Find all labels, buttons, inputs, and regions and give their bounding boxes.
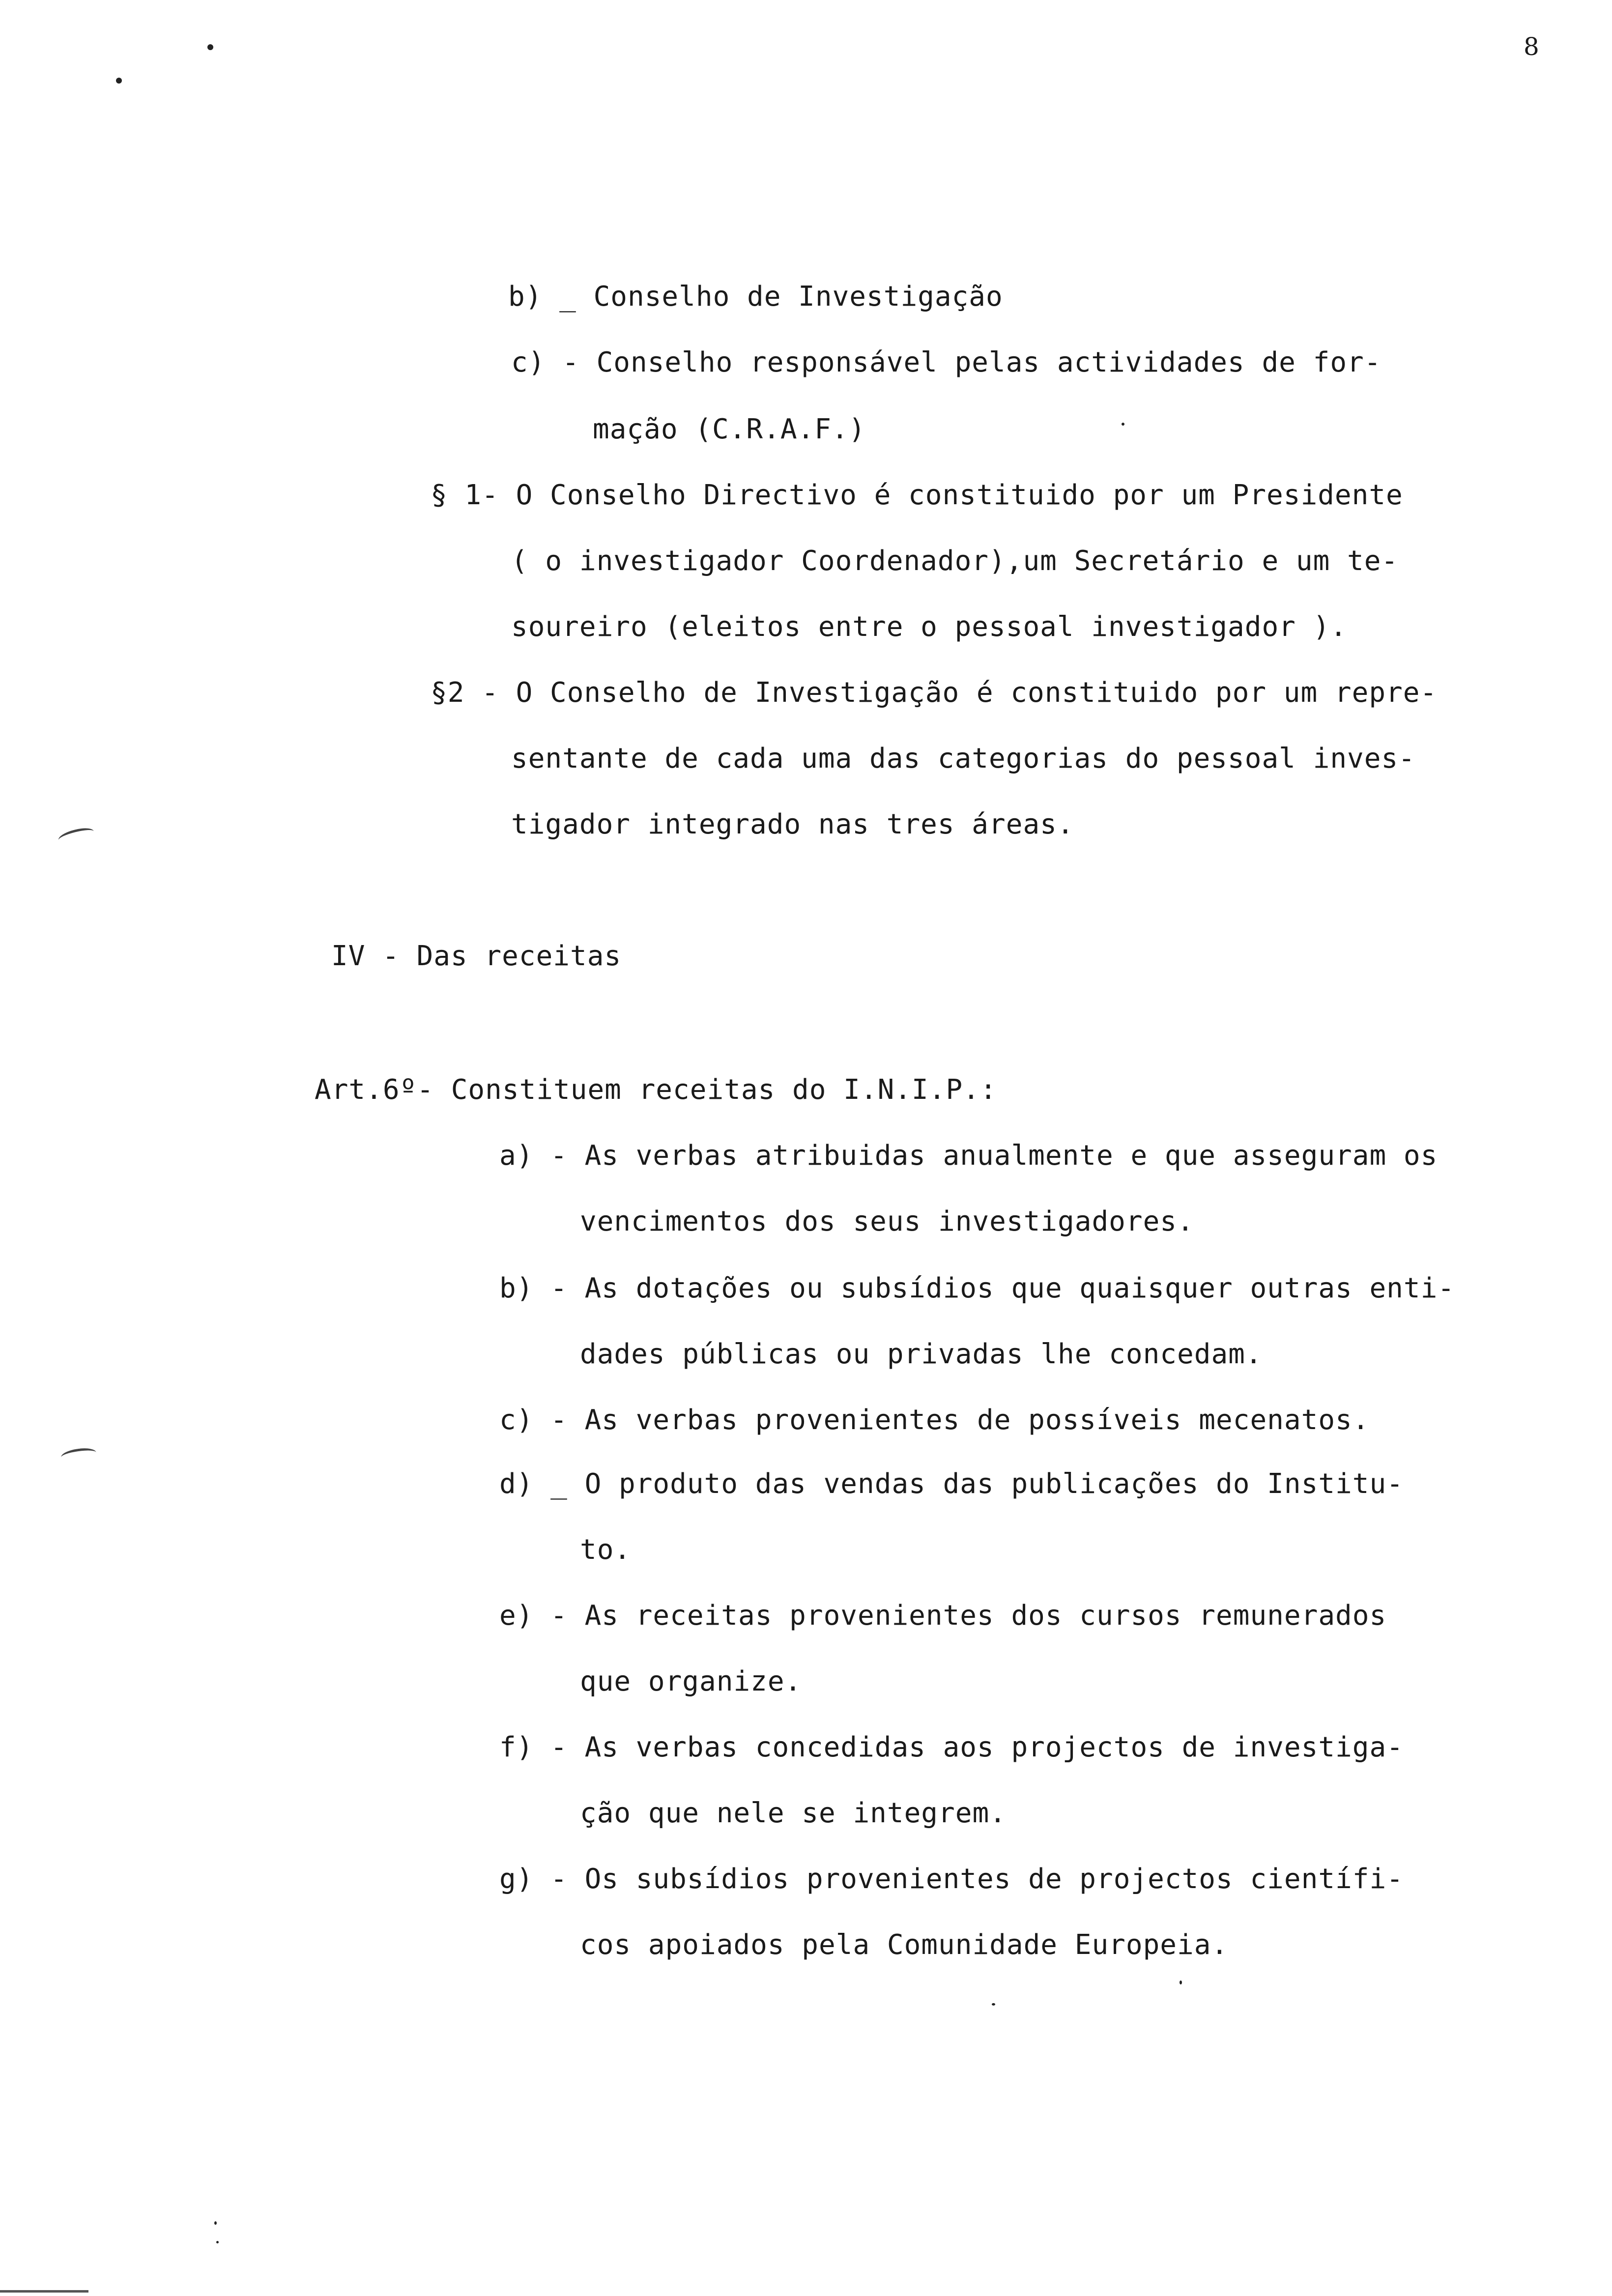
text-line: c) - Conselho responsável pelas actividades de for- <box>511 346 1382 378</box>
text-line: b) _ Conselho de Investigação <box>508 281 1003 313</box>
scan-speck <box>207 44 213 50</box>
scan-speck <box>1122 423 1124 426</box>
scan-speck <box>116 78 122 84</box>
article-heading: Art.6º- Constituem receitas do I.N.I.P.: <box>315 1074 997 1106</box>
text-line: mação (C.R.A.F.) <box>593 413 866 445</box>
bottom-edge-mark <box>0 2290 88 2293</box>
scan-speck <box>214 2221 217 2225</box>
text-line: que organize. <box>580 1665 802 1697</box>
page-number: 8 <box>1524 32 1539 61</box>
text-line: d) _ O produto das vendas das publicações do Institu- <box>499 1468 1404 1500</box>
text-line: b) - As dotações ou subsídios que quaisquer outras enti- <box>499 1272 1455 1304</box>
text-line: e) - As receitas provenientes dos cursos remunerados <box>499 1600 1387 1632</box>
text-line: f) - As verbas concedidas aos projectos de investiga- <box>499 1731 1404 1763</box>
scan-speck <box>216 2241 219 2243</box>
text-line: ( o investigador Coordenador),um Secretário e um te- <box>511 545 1399 577</box>
text-line: g) - Os subsídios provenientes de projectos científi- <box>499 1863 1404 1895</box>
margin-mark <box>57 825 95 846</box>
text-line: cos apoiados pela Comunidade Europeia. <box>580 1929 1229 1961</box>
text-line: § 1- O Conselho Directivo é constituido por um Presidente <box>431 479 1403 511</box>
scan-speck <box>992 2003 995 2006</box>
text-line: dades públicas ou privadas lhe concedam. <box>580 1338 1263 1370</box>
text-line: §2 - O Conselho de Investigação é constituido por um repre- <box>431 677 1438 709</box>
text-line: tigador integrado nas tres áreas. <box>511 808 1074 840</box>
text-line: ção que nele se integrem. <box>580 1797 1007 1829</box>
section-heading: IV - Das receitas <box>331 940 622 972</box>
text-line: sentante de cada uma das categorias do pessoal inves- <box>511 743 1415 775</box>
text-line: a) - As verbas atribuidas anualmente e que asseguram os <box>499 1140 1438 1172</box>
text-line: c) - As verbas provenientes de possíveis mecenatos. <box>499 1404 1370 1436</box>
text-line: to. <box>580 1534 632 1566</box>
margin-mark <box>60 1446 97 1464</box>
text-line: soureiro (eleitos entre o pessoal investigador ). <box>511 611 1348 643</box>
scan-speck <box>1180 1980 1182 1984</box>
text-line: vencimentos dos seus investigadores. <box>580 1205 1194 1237</box>
